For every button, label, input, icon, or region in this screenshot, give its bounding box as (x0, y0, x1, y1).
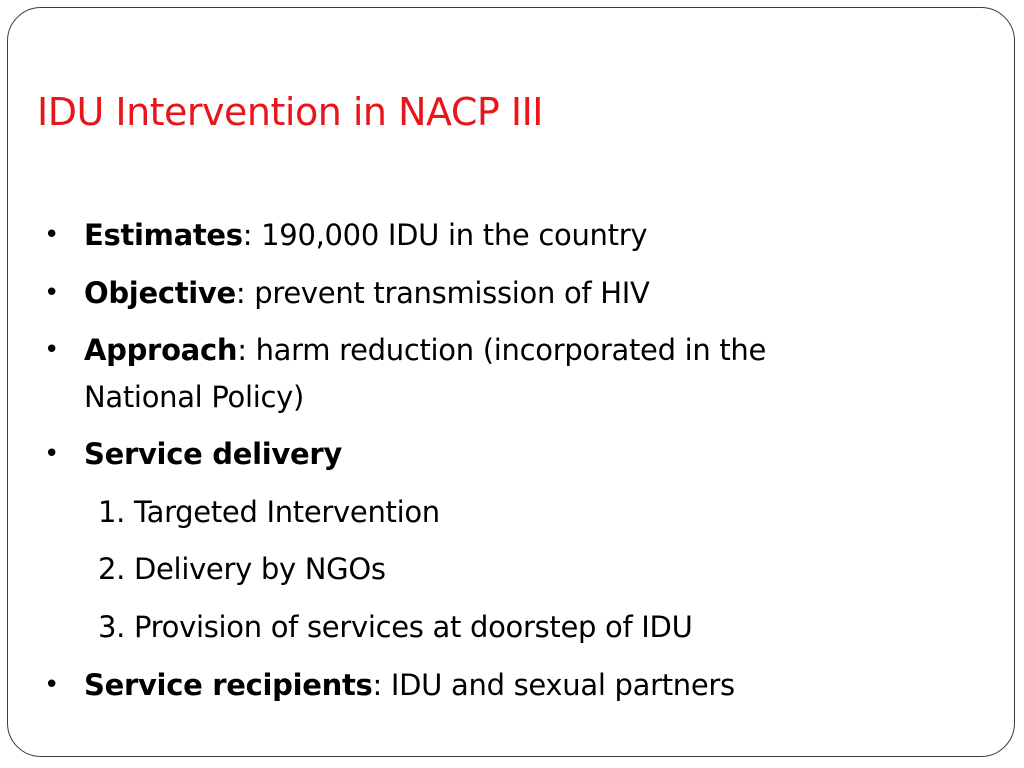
bullet-marker: • (44, 278, 60, 308)
bullet-approach-continuation: National Policy) (84, 380, 304, 414)
bullet-objective (84, 270, 650, 317)
bullet-service-recipients (84, 662, 735, 709)
bullet-estimates (84, 212, 647, 259)
bullet-text: : harm reduction (incorporated in the (237, 333, 767, 367)
bullet-service-delivery (84, 431, 342, 478)
bullet-marker: • (44, 439, 60, 469)
bullet-marker: • (44, 220, 60, 250)
sub-item-delivery-by-ngos: 2. Delivery by NGOs (98, 552, 386, 586)
slide-title: IDU Intervention in NACP III (37, 90, 543, 134)
bullet-label: Service delivery (84, 437, 342, 471)
bullet-text: : 190,000 IDU in the country (242, 218, 648, 252)
bullet-marker: • (44, 335, 60, 365)
bullet-text: : IDU and sexual partners (372, 668, 735, 702)
sub-item-targeted-intervention: 1. Targeted Intervention (98, 495, 440, 529)
bullet-label: Approach (84, 333, 238, 367)
bullet-approach (84, 327, 766, 374)
bullet-label: Estimates (84, 218, 243, 252)
sub-item-provision-of-services: 3. Provision of services at doorstep of IDU (98, 610, 693, 644)
bullet-text: : prevent transmission of HIV (235, 276, 650, 310)
bullet-marker: • (44, 670, 60, 700)
bullet-label: Objective (84, 276, 236, 310)
bullet-label: Service recipients (84, 668, 373, 702)
